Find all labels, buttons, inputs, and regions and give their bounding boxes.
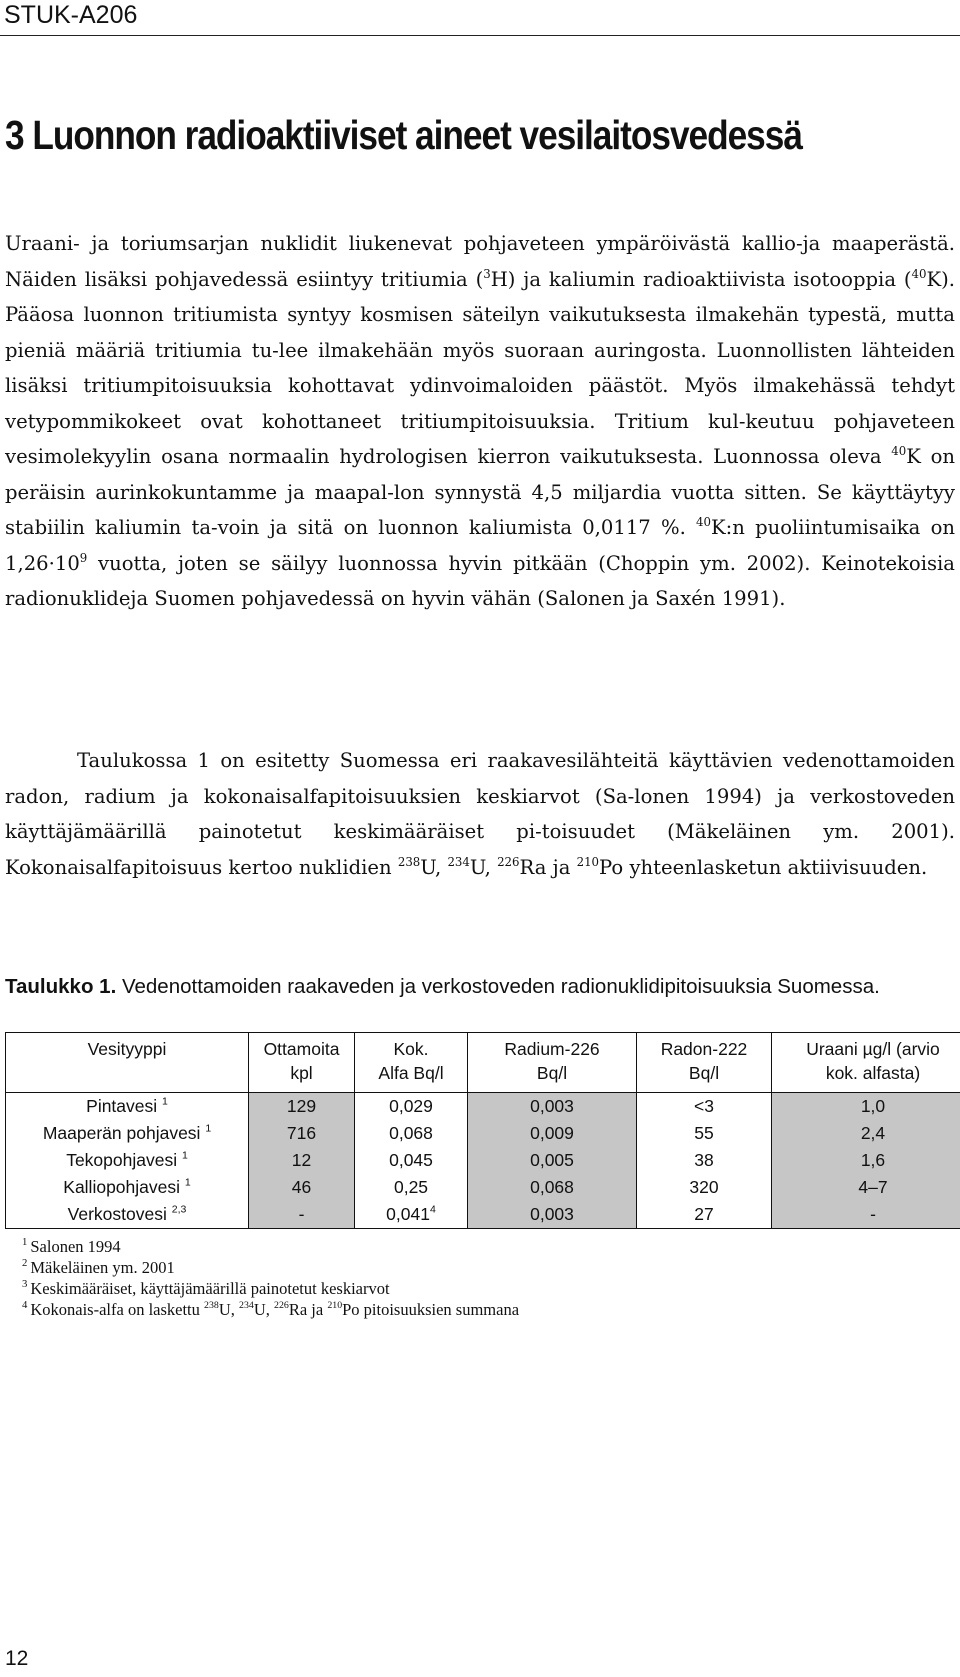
superscript: 2,3 [171, 1203, 187, 1216]
alpha-value: 0,25 [393, 1177, 429, 1197]
table-row [6, 1093, 960, 1121]
footnote [22, 1278, 519, 1299]
text-run: Ra ja [519, 855, 577, 879]
text-run: K on peräisin aurinkokuntamme ja maapal-lon synnystä 4,5 miljardia vuotta sitten. Se käyttäytyy stabiilin kaliumin ta-voin ja sitä on luonnon kaliumista 0,0117 %. [5, 445, 955, 539]
footnote [22, 1257, 519, 1278]
superscript: 40 [891, 443, 907, 458]
count-cell: 716 [249, 1120, 355, 1147]
alpha-value: 0,029 [389, 1096, 433, 1116]
text-run: H) ja kaliumin radioaktiivista isotooppia ( [490, 267, 912, 291]
header-cell [249, 1033, 355, 1093]
alpha-value: 0,041 [386, 1204, 430, 1224]
table-footnotes [22, 1236, 519, 1320]
water-type-label: Maaperän pohjavesi [42, 1123, 206, 1143]
table-row [6, 1120, 960, 1147]
footnote-text: Kokonais-alfa on laskettu [30, 1300, 205, 1319]
radon-cell: 320 [637, 1174, 772, 1201]
text-run: vuotta, joten se säilyy luonnossa hyvin pitkään (Choppin ym. 2002). Keinotekoisia radionuklideja Suomen pohjavedessä on hyvin vähän (Salonen ja Saxén 1991). [5, 551, 955, 610]
footnote-text: Ra ja [288, 1300, 328, 1319]
table-row [6, 1147, 960, 1174]
header-line: Bq/l [688, 1063, 720, 1083]
text-run: U, [420, 855, 448, 879]
footnote-text: U, [218, 1300, 240, 1319]
running-header: STUK-A206 [4, 1, 138, 29]
superscript: 1 [181, 1149, 188, 1162]
superscript: 4 [429, 1203, 436, 1216]
header-line: kok. alfasta) [825, 1063, 921, 1083]
body-paragraph-2 [5, 743, 955, 885]
count-cell: 12 [249, 1147, 355, 1174]
superscript: 40 [911, 266, 927, 281]
table-caption [5, 972, 955, 1002]
superscript: 210 [576, 854, 600, 869]
radon-cell: 38 [637, 1147, 772, 1174]
header-cell [637, 1033, 772, 1093]
header-line: Bq/l [536, 1063, 568, 1083]
text-run: Uraani- ja toriumsarjan nuklidit liukenevat pohjaveteen ympäröivästä kallio-ja maaperästä. Näiden lisäksi pohjavedessä esiintyy tritiumia ( [5, 232, 955, 291]
water-type-cell [6, 1201, 249, 1229]
superscript: 226 [497, 854, 520, 869]
footnote-text: Mäkeläinen ym. 2001 [30, 1258, 175, 1277]
count-cell: 46 [249, 1174, 355, 1201]
table-row [6, 1201, 960, 1229]
superscript: 1 [205, 1122, 212, 1135]
text-run: K:n puoliintumisaika on 1,26·10 [5, 516, 955, 575]
uranium-cell: 1,6 [772, 1147, 960, 1174]
water-type-cell [6, 1147, 249, 1174]
header-cell [468, 1033, 637, 1093]
header-line: Uraani µg/l (arvio [806, 1039, 940, 1059]
footnote-number: 1 [22, 1236, 28, 1249]
table-caption-text: Vedenottamoiden raakaveden ja verkostoveden radionuklidipitoisuuksia Suomessa. [116, 975, 880, 998]
superscript: 210 [327, 1300, 343, 1312]
alpha-cell [355, 1147, 468, 1174]
footnote-text: Po pitoisuuksien summana [342, 1300, 520, 1319]
header-line: Ottamoita [263, 1039, 340, 1059]
water-type-label: Tekopohjavesi [66, 1150, 182, 1170]
footnote-number: 3 [22, 1278, 28, 1291]
alpha-cell [355, 1120, 468, 1147]
alpha-value: 0,045 [389, 1150, 433, 1170]
footnote-text: U, [253, 1300, 274, 1319]
table-row [6, 1174, 960, 1201]
footnote-number: 2 [22, 1257, 28, 1270]
uranium-cell: 1,0 [772, 1093, 960, 1121]
superscript: 226 [274, 1300, 289, 1312]
footnote-text: Salonen 1994 [30, 1237, 121, 1256]
radium-cell: 0,003 [468, 1093, 637, 1121]
water-type-label: Kalliopohjavesi [63, 1177, 185, 1197]
radon-cell: 27 [637, 1201, 772, 1229]
footnote-number: 4 [22, 1299, 28, 1312]
header-cell [772, 1033, 960, 1093]
table-caption-label: Taulukko 1. [5, 975, 117, 998]
radon-cell: 55 [637, 1120, 772, 1147]
superscript: 238 [204, 1300, 219, 1312]
header-line: Alfa Bq/l [378, 1063, 444, 1083]
header-line: Radon-222 [660, 1039, 748, 1059]
superscript: 234 [447, 854, 470, 869]
water-type-label: Verkostovesi [67, 1204, 172, 1224]
radium-cell: 0,003 [468, 1201, 637, 1229]
alpha-cell [355, 1174, 468, 1201]
text-run: U, [469, 855, 498, 879]
water-type-cell [6, 1174, 249, 1201]
text-run: Po yhteenlasketun aktiivisuuden. [599, 855, 928, 879]
header-line: Kok. [393, 1039, 429, 1059]
superscript: 1 [162, 1095, 168, 1108]
radionuclide-table [5, 1032, 960, 1229]
superscript: 234 [239, 1300, 254, 1312]
count-cell: - [249, 1201, 355, 1229]
uranium-cell: 4–7 [772, 1174, 960, 1201]
superscript: 40 [696, 514, 711, 529]
header-cell [355, 1033, 468, 1093]
page-number: 12 [5, 1647, 29, 1670]
superscript: 3 [483, 266, 491, 281]
count-cell: 129 [249, 1093, 355, 1121]
radium-cell: 0,068 [468, 1174, 637, 1201]
table-header-row [6, 1033, 960, 1093]
superscript: 1 [184, 1176, 191, 1189]
radon-cell: <3 [637, 1093, 772, 1121]
body-paragraph-1 [5, 226, 955, 617]
header-rule [0, 35, 960, 36]
alpha-cell [355, 1201, 468, 1229]
text-run: Taulukossa 1 on esitetty Suomessa eri raakavesilähteitä käyttävien vedenottamoiden radon, radium ja kokonaisalfapitoisuuksien keskiarvot (Sa-lonen 1994) ja verkostoveden käyttäjämäärillä painotetut keskimääräiset pi-toisuudet (Mäkeläinen ym. 2001). Kokonaisalfapitoisuus kertoo nuklidien [5, 749, 955, 879]
superscript: 9 [79, 550, 88, 565]
water-type-label: Pintavesi [86, 1096, 163, 1116]
header-line: Radium-226 [504, 1039, 600, 1059]
radium-cell: 0,009 [468, 1120, 637, 1147]
water-type-cell [6, 1120, 249, 1147]
alpha-cell [355, 1093, 468, 1121]
water-type-cell [6, 1093, 249, 1121]
uranium-cell: 2,4 [772, 1120, 960, 1147]
header-line: kpl [290, 1063, 313, 1083]
header-line: Vesityyppi [87, 1039, 167, 1059]
superscript: 238 [397, 854, 421, 869]
text-run: K). Pääosa luonnon tritiumista syntyy kosmisen säteilyn vaikutuksesta ilmakehän typestä, mutta pieniä määriä tritiumia tu-lee ilmakehään myös suoraan auringosta. Luonnollisten lähteiden lisäksi tritiumpitoisuuksia kohottavat ydinvoimaloiden päästöt. Myös ilmakehässä tehdyt vetypommikokeet ovat kohottaneet tritiumpitoisuuksia. Tritium kul-keutuu pohjaveteen vesimolekyylin osana normaalin hydrologisen kierron vaikutuksesta. Luonnossa oleva [5, 267, 955, 468]
chapter-title: 3 Luonnon radioaktiiviset aineet vesilaitosvedessä [5, 112, 802, 158]
footnote-text: Keskimääräiset, käyttäjämäärillä painotetut keskiarvot [30, 1279, 390, 1298]
radium-cell: 0,005 [468, 1147, 637, 1174]
header-cell [6, 1033, 249, 1093]
uranium-cell: - [772, 1201, 960, 1229]
footnote [22, 1236, 519, 1257]
footnote [22, 1299, 519, 1320]
alpha-value: 0,068 [389, 1123, 433, 1143]
